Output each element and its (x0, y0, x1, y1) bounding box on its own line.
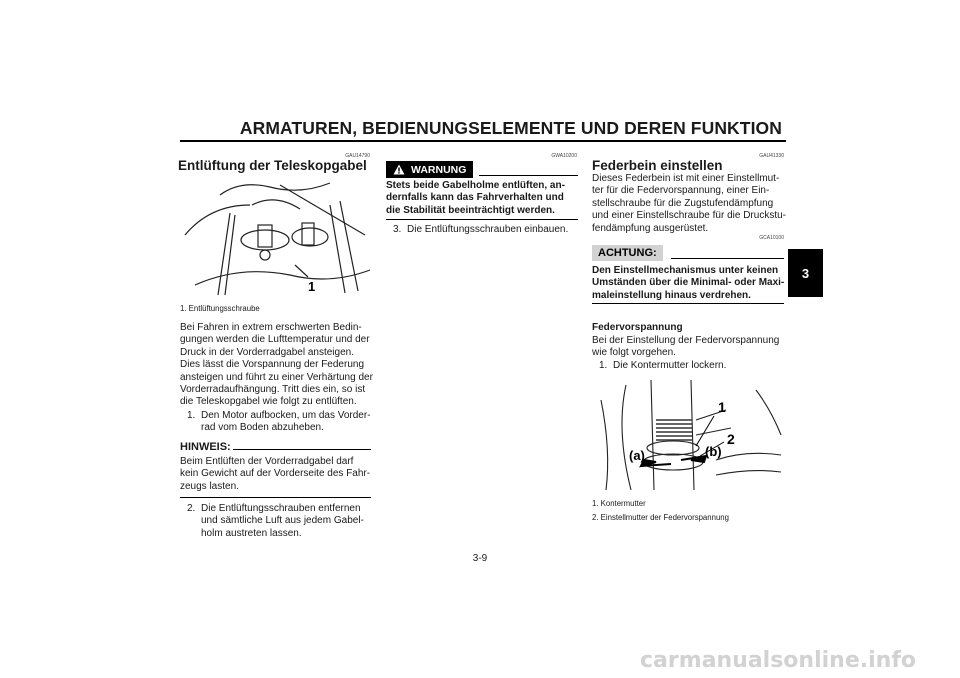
shock-absorber-photo (596, 380, 786, 496)
hinweis-bottom-rule (180, 497, 371, 498)
achtung-header (592, 245, 784, 261)
warning-triangle-icon (393, 164, 405, 175)
fork-bleed-illustration (180, 175, 372, 299)
step-text: Die Kontermutter lockern. (613, 360, 727, 371)
warning-label: WARNUNG (411, 163, 467, 176)
hinweis-header (180, 441, 371, 453)
step-1-left (187, 410, 373, 435)
achtung-label: ACHTUNG: (598, 247, 657, 259)
step-text: Die Entlüftungsschrauben entfernen und sämtliche Luft aus jedem Gabel-holm austreten lassen. (201, 503, 364, 539)
sub-paragraph-right: Bei der Einstellung der Federvorspannung wie folgt vorgehen. (592, 335, 780, 359)
warning-header (386, 161, 578, 178)
step-2-left (187, 503, 373, 540)
achtung-rule (671, 258, 784, 259)
warning-text: Stets beide Gabelholme entlüften, an-dernfalls kann das Fahrverhalten und die Stabilität beeinträchtigt werden. (386, 180, 565, 216)
achtung-bottom-rule (592, 303, 784, 304)
page-number: 3-9 (472, 553, 488, 564)
step-1-right (599, 360, 785, 372)
figure-caption-right-2: 2. Einstellmutter der Federvorspannung (592, 513, 729, 522)
step-number: 3. (393, 224, 402, 235)
shock-absorber-illustration (596, 380, 786, 496)
subheading-federvorspannung: Federvorspannung (592, 322, 683, 333)
section-heading-right: Federbein einstellen (592, 158, 723, 173)
figure-callout-1-right: 1 (718, 399, 726, 415)
doc-code-middle: GWA10200 (551, 153, 577, 159)
achtung-badge (592, 245, 663, 261)
doc-code-achtung: GCA10100 (759, 235, 784, 241)
doc-code-right: GAU41330 (759, 153, 784, 159)
section-heading-left: Entlüftung der Teleskopgabel (178, 158, 367, 173)
figure-callout-a: (a) (629, 448, 645, 463)
doc-code-left: GAU14790 (345, 153, 370, 159)
step-number: 2. (187, 503, 196, 514)
figure-caption-right-1: 1. Kontermutter (592, 499, 646, 508)
step-text: Die Entlüftungsschrauben einbauen. (407, 224, 569, 235)
chapter-tab: 3 (788, 249, 823, 297)
warning-badge (386, 161, 473, 178)
figure-callout-b: (b) (705, 444, 722, 459)
step-3-middle (393, 224, 579, 236)
hinweis-rule (233, 449, 371, 450)
watermark: carmanualsonline.info (640, 648, 916, 673)
step-number: 1. (187, 410, 196, 421)
step-number: 1. (599, 360, 608, 371)
fork-bleed-photo (180, 175, 372, 299)
figure-callout-2-right: 2 (727, 431, 735, 447)
intro-paragraph-right: Dieses Federbein ist mit einer Einstellmut-ter für die Federvorspannung, einer Ein-stellschraube für die Zugstufendämpfung und einer Einstellschraube für die Druckstu-fendämpfung ausgerüstet. (592, 173, 786, 234)
hinweis-label: HINWEIS: (180, 441, 231, 453)
page-header-title: ARMATUREN, BEDIENUNGSELEMENTE UND DEREN FUNKTION (239, 118, 782, 138)
figure-caption-left: 1. Entlüftungsschraube (180, 304, 260, 313)
step-text: Den Motor aufbocken, um das Vorder-rad vom Boden abzuheben. (201, 410, 371, 434)
hinweis-text: Beim Entlüften der Vorderradgabel darf kein Gewicht auf der Vorderseite des Fahr-zeugs lasten. (180, 456, 371, 492)
figure-callout-1: 1 (308, 279, 316, 294)
header-rule (180, 140, 786, 142)
achtung-text: Den Einstellmechanismus unter keinen Umständen über die Minimal- oder Maxi-maleinstellung hinaus verdrehen. (592, 265, 785, 301)
warning-rule (479, 175, 578, 176)
paragraph-left: Bei Fahren in extrem erschwerten Bedin-gungen werden die Lufttemperatur und der Druck in der Vorderradgabel ansteigen. Dies lässt die Vorspannung der Federung ansteigen und führt zu einer Verhärtung der Vorderradaufhängung. Tritt dies ein, so ist die Teleskopgabel wie folgt zu entlüften. (180, 322, 373, 408)
warning-bottom-rule (386, 219, 578, 220)
